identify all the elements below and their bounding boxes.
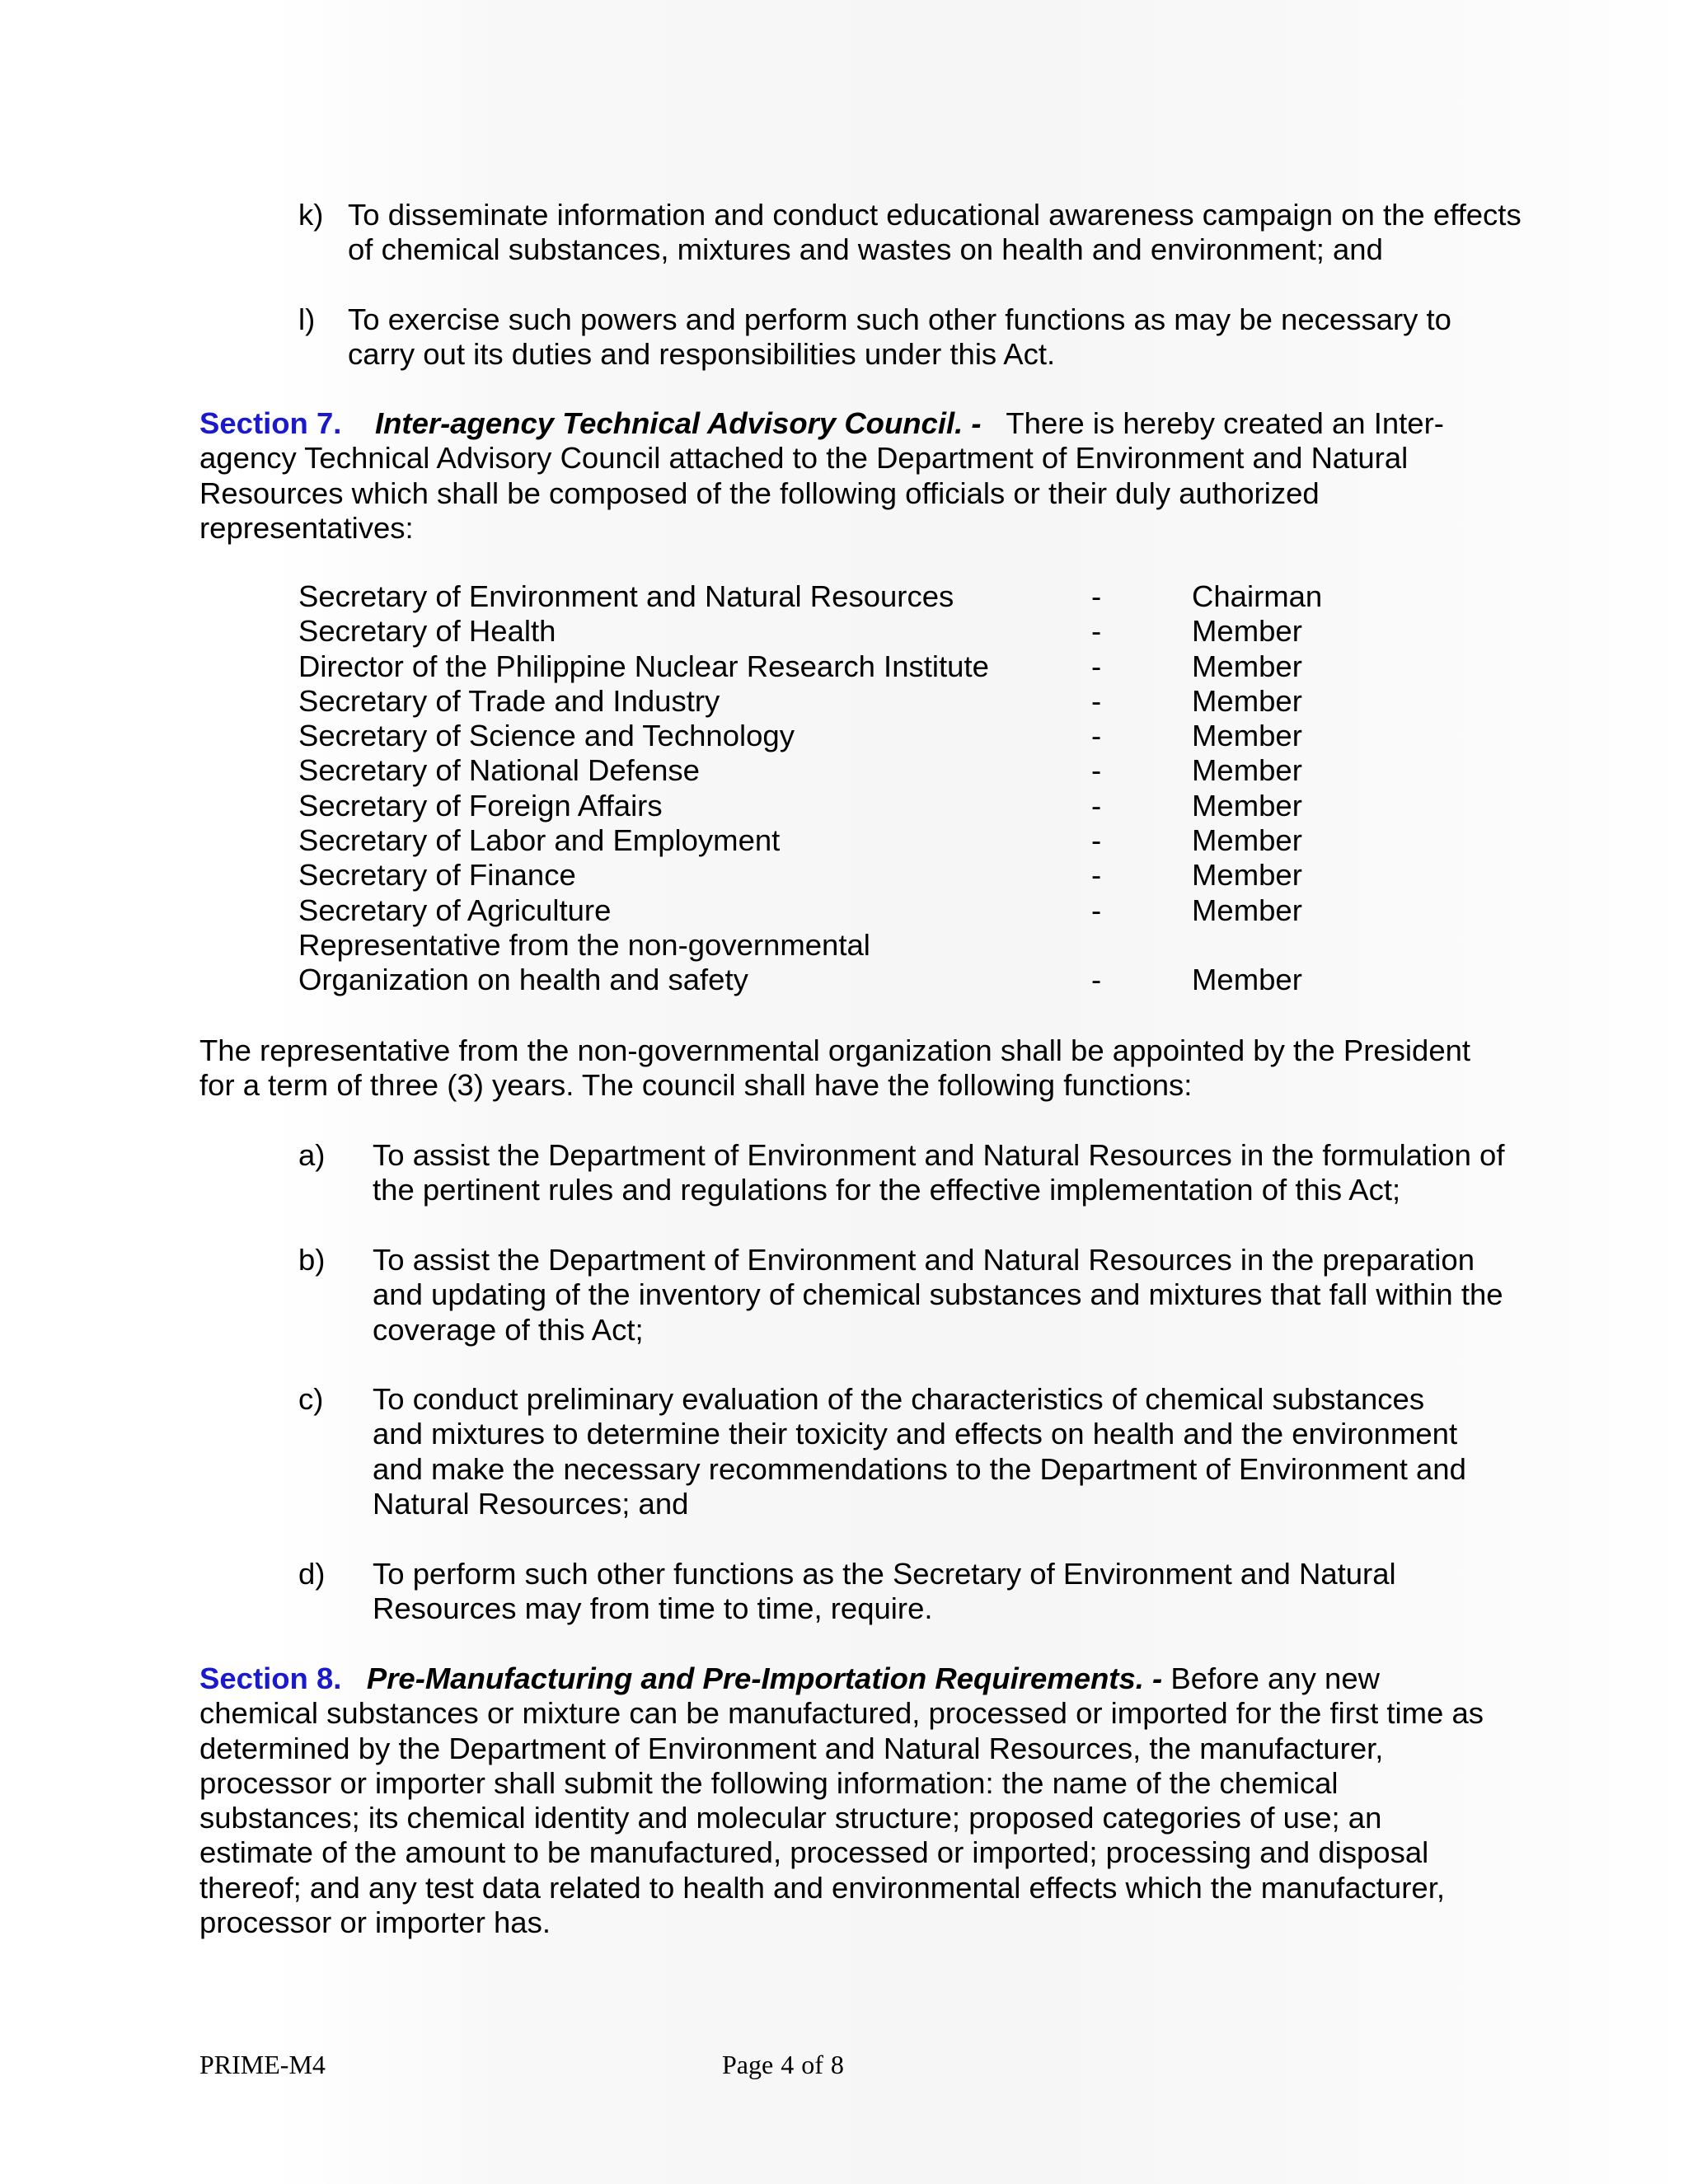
section-7-paragraph [199, 406, 1502, 546]
list-item-text: To exercise such powers and perform such other functions as may be necessary to carry out its duties and responsibilities under this Act. [348, 302, 1451, 372]
table-row [298, 614, 1370, 649]
list-item-label: a) [298, 1138, 326, 1172]
table-row [298, 684, 1370, 719]
member-position: Member [1192, 893, 1302, 927]
member-role: Secretary of Science and Technology [298, 719, 795, 753]
member-position: Member [1192, 858, 1302, 893]
member-role: Representative from the non-governmental Organization on health and safety [298, 927, 870, 997]
section-7-body: There is hereby created an Inter-agency Technical Advisory Council attached to the Department of Environment and Natural Resources which shall be composed of the following officials or their duly authorized representatives: [199, 406, 1444, 545]
table-row [298, 928, 1370, 998]
page-current: 4 [781, 2050, 795, 2079]
member-dash: - [1091, 858, 1102, 893]
member-position: Member [1192, 753, 1302, 788]
member-dash: - [1091, 893, 1102, 927]
section-8-body: Before any new chemical substances or mixture can be manufactured, processed or imported for the first time as determined by the Department of Environment and Natural Resources, the manufacturer, processor or importer shall submit the following information: the name of the chemical substances; its chemical identity and molecular structure; proposed categories of use; an estimate of the amount to be manufactured, processed or imported; processing and disposal thereof; and any test data related to health and environmental effects which the manufacturer, processor or importer has. [199, 1661, 1484, 1940]
member-role: Secretary of National Defense [298, 753, 700, 788]
member-dash: - [1091, 963, 1102, 997]
list-item-label: b) [298, 1243, 326, 1277]
table-row [298, 753, 1370, 788]
page-total: 8 [830, 2050, 844, 2079]
table-row [298, 789, 1370, 823]
member-position: Member [1192, 614, 1302, 649]
member-position: Member [1192, 719, 1302, 753]
member-role: Director of the Philippine Nuclear Research Institute [298, 649, 989, 683]
member-role: Secretary of Labor and Employment [298, 823, 781, 858]
section-8-number: Section 8. [199, 1661, 342, 1695]
member-position: Member [1192, 963, 1302, 997]
member-dash: - [1091, 683, 1102, 718]
member-position: Member [1192, 683, 1302, 718]
list-item-text: To disseminate information and conduct educational awareness campaign on the effects of chemical substances, mixtures and wastes on health and environment; and [348, 198, 1522, 267]
member-role: Secretary of Foreign Affairs [298, 788, 663, 823]
section-8-paragraph [199, 1661, 1498, 1940]
table-row [298, 823, 1370, 858]
page-of: of [801, 2050, 823, 2079]
list-item-label: d) [298, 1557, 326, 1591]
table-row [298, 893, 1370, 928]
member-dash: - [1091, 753, 1102, 788]
page-number [722, 2050, 844, 2079]
list-item-text: To assist the Department of Environment and Natural Resources in the formulation of the pertinent rules and regulations for the effective implementation of this Act; [373, 1138, 1505, 1207]
section-7-title: Inter-agency Technical Advisory Council. - [375, 406, 982, 440]
list-item-label: k) [298, 198, 324, 232]
table-row [298, 649, 1370, 684]
member-role: Secretary of Finance [298, 858, 576, 893]
member-position: Chairman [1192, 579, 1323, 613]
footer-doc-code: PRIME-M4 [199, 2050, 326, 2079]
member-position: Member [1192, 788, 1302, 823]
member-role: Secretary of Agriculture [298, 893, 612, 927]
member-position: Member [1192, 823, 1302, 858]
table-row [298, 579, 1370, 614]
member-dash: - [1091, 579, 1102, 613]
member-dash: - [1091, 788, 1102, 823]
member-dash: - [1091, 823, 1102, 858]
list-item-text: To assist the Department of Environment and Natural Resources in the preparation and updating of the inventory of chemical substances and mixtures that fall within the coverage of this Act; [373, 1243, 1503, 1347]
member-position: Member [1192, 649, 1302, 683]
council-members-table [298, 579, 1370, 998]
list-item-text: To conduct preliminary evaluation of the characteristics of chemical substances and mixtures to determine their toxicity and effects on health and the environment and make the necessary recommendations to the Department of Environment and Natural Resources; and [373, 1382, 1466, 1521]
list-item-label: c) [298, 1382, 324, 1416]
page-word: Page [722, 2050, 774, 2079]
list-item-text: To perform such other functions as the Secretary of Environment and Natural Resources may from time to time, require. [373, 1557, 1396, 1626]
table-row [298, 858, 1370, 893]
member-dash: - [1091, 719, 1102, 753]
member-role: Secretary of Health [298, 614, 556, 649]
table-row [298, 719, 1370, 753]
section-8-title: Pre-Manufacturing and Pre-Importation Requirements. - [366, 1661, 1163, 1695]
member-role: Secretary of Environment and Natural Resources [298, 579, 954, 613]
council-functions-intro: The representative from the non-governmental organization shall be appointed by the President for a term of three (3) years. The council shall have the following functions: [199, 1033, 1471, 1103]
member-role: Secretary of Trade and Industry [298, 683, 720, 718]
section-7-number: Section 7. [199, 406, 342, 440]
list-item-label: l) [298, 302, 316, 336]
member-dash: - [1091, 649, 1102, 683]
member-dash: - [1091, 614, 1102, 649]
